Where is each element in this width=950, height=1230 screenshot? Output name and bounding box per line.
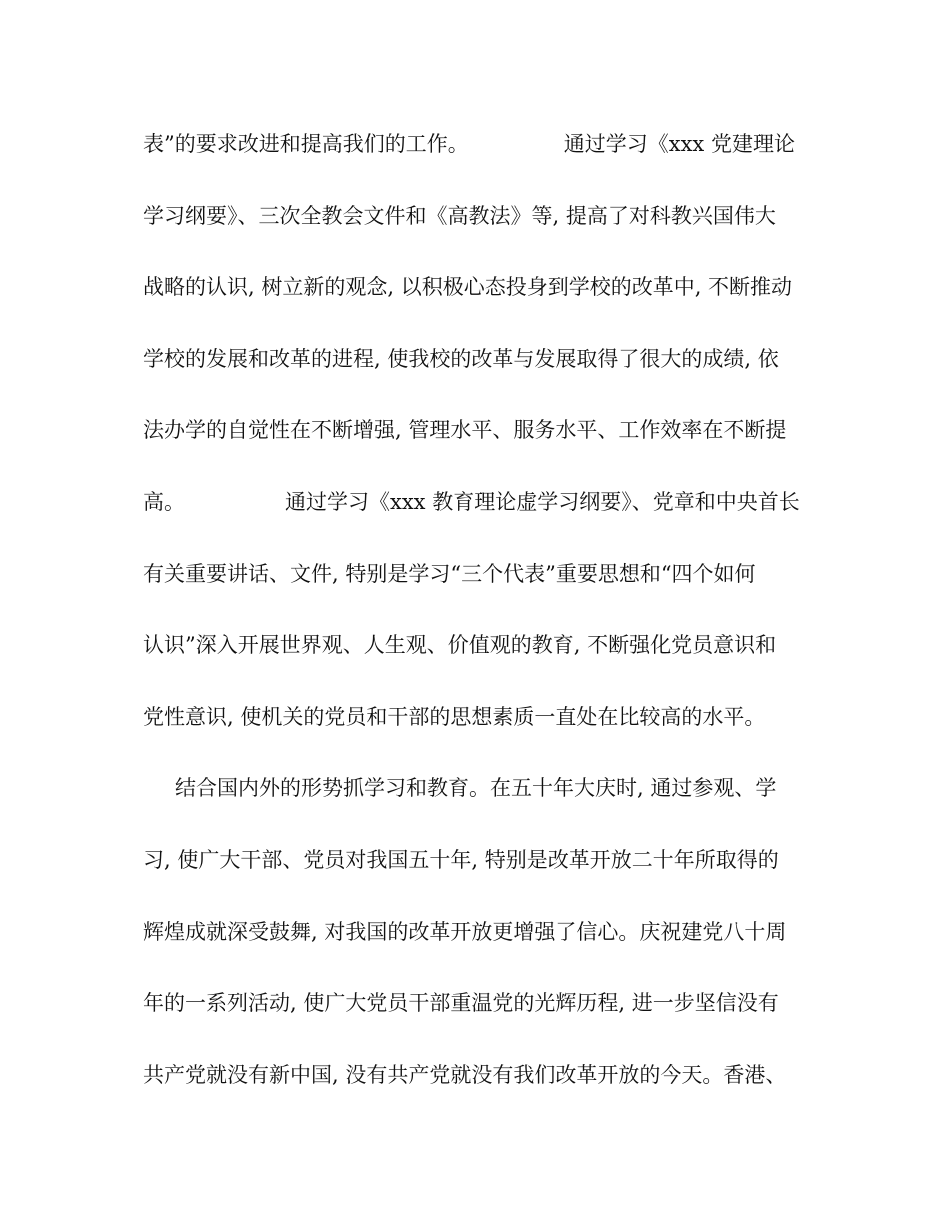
text-line: [143, 691, 823, 743]
text-segment: 战略的认识, 树立新的观念, 以积极心态投身到学校的改革中, 不断推动: [143, 275, 793, 300]
text-segment: 学校的发展和改革的进程, 使我校的改革与发展取得了很大的成绩, 依: [143, 346, 779, 371]
text-line: [143, 476, 823, 528]
text-line: [143, 834, 823, 886]
text-segment: 高。: [143, 489, 185, 514]
text-line: [143, 906, 823, 958]
text-segment: 共产党就没有新中国, 没有共产党就没有我们改革开放的今天。香港、: [143, 1062, 787, 1087]
text-segment: 认识”深入开展世界观、人生观、价值观的教育, 不断强化党员意识和: [143, 633, 777, 658]
text-line: [143, 1049, 823, 1101]
text-line: [143, 333, 823, 385]
text-segment: 学习纲要》、三次全教会文件和《高教法》等, 提高了对科教兴国伟大: [143, 203, 776, 228]
text-line: [143, 190, 823, 242]
body-text: [143, 118, 823, 1120]
text-segment: 党性意识, 使机关的党员和干部的思想素质一直处在比较高的水平。: [143, 704, 766, 729]
text-line: [143, 548, 823, 600]
text-segment: 年的一系列活动, 使广大党员干部重温党的光辉历程, 进一步坚信没有: [143, 991, 779, 1016]
text-segment: 有关重要讲话、文件, 特别是学习“三个代表”重要思想和“四个如何: [143, 561, 756, 586]
text-line: [143, 404, 823, 456]
text-segment: 法办学的自觉性在不断增强, 管理水平、服务水平、工作效率在不断提: [143, 418, 787, 443]
text-segment: 结合国内外的形势抓学习和教育。在五十年大庆时, 通过参观、学: [175, 776, 777, 801]
text-line: [143, 261, 823, 313]
text-segment: 辉煌成就深受鼓舞, 对我国的改革开放更增强了信心。庆祝建党八十周: [143, 919, 787, 944]
text-line: [143, 619, 823, 671]
text-line: [143, 762, 823, 814]
text-segment: 表”的要求改进和提高我们的工作。: [143, 132, 469, 156]
text-segment: 通过学习《xxx 党建理论: [563, 132, 795, 156]
text-line: [143, 977, 823, 1029]
text-segment: 习, 使广大干部、党员对我国五十年, 特别是改革开放二十年所取得的: [143, 847, 779, 872]
text-line: [143, 118, 823, 170]
text-segment: 通过学习《xxx 教育理论虚学习纲要》、党章和中央首长: [285, 489, 800, 514]
